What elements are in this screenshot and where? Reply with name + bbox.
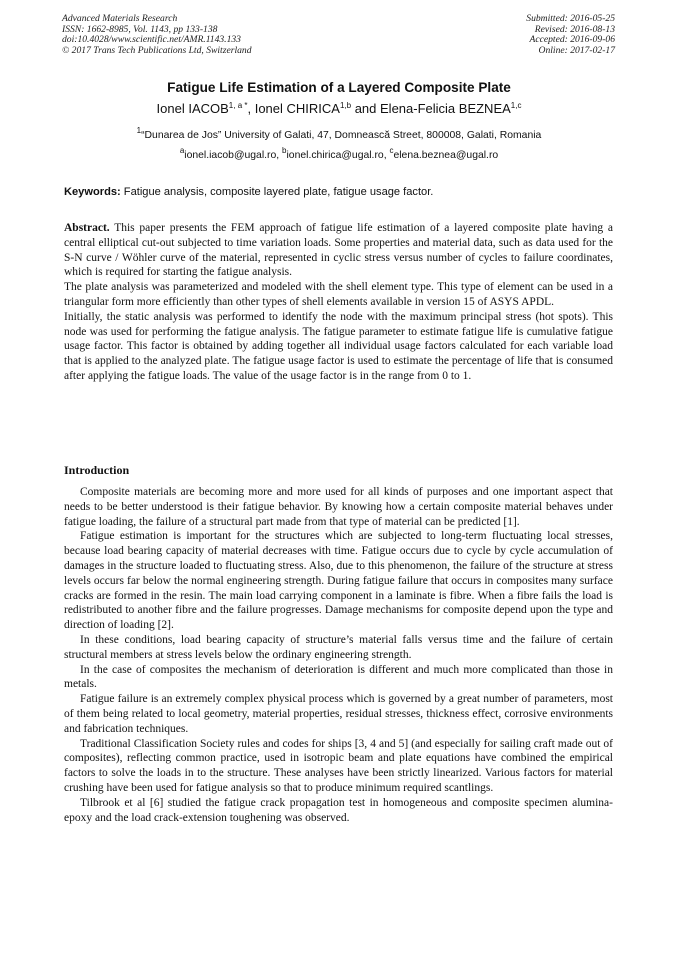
author-name: Ionel CHIRICA — [254, 101, 340, 116]
email-mark: a — [179, 146, 185, 155]
abstract-paragraph — [64, 221, 613, 280]
email-separator: , — [383, 150, 390, 161]
issn-line: ISSN: 1662-8985, Vol. 1143, pp 133-138 — [62, 23, 218, 35]
email-mark: b — [282, 146, 287, 155]
email-separator: , — [276, 150, 283, 161]
author-name: Ionel IACOB — [156, 101, 229, 116]
affiliation — [0, 126, 678, 141]
abstract — [64, 221, 613, 384]
author-list — [0, 101, 678, 116]
introduction-body — [64, 485, 613, 825]
email-link[interactable]: elena.beznea@ugal.ro — [393, 150, 499, 161]
intro-paragraph: Traditional Classification Society rules and codes for ships [3, 4 and 5] (and especially for sailing craft made out of composites), reflecting common practice, used in isotropic beam and plate equations have combined the empirical factors to solve the loads in to the structure. These analyses have been strictly linearized. Various factors for material crushing have been used for fatigue analysis so that to produce minimum required scantlings. — [64, 737, 613, 794]
revised-date: Revised: 2016-08-13 — [534, 23, 615, 35]
intro-paragraph: Composite materials are becoming more and more used for all kinds of purposes and one important aspect that needs to be better understood is their fatigue behavior. By knowing how a certain composite material behaves under fatigue loading, the failure of a structural part made from that type of material can be predicted [1]. — [64, 486, 613, 528]
submitted-date: Submitted: 2016-05-25 — [526, 13, 615, 24]
author-separator: , — [247, 101, 255, 116]
section-heading: Introduction — [64, 463, 130, 477]
email-mark: c — [389, 146, 394, 155]
intro-paragraph: In these conditions, load bearing capacity of structure’s material falls versus time and the failure of certain structural members at stress levels below the ordinary engineering strength. — [64, 633, 613, 661]
doi-line: doi:10.4028/www.scientific.net/AMR.1143.133 — [62, 34, 241, 46]
intro-paragraph: Fatigue estimation is important for the structures which are subjected to long-term fluctuating local stresses, because load bearing capacity of material decreases with time. Fatigue occurs due to cycle by cycle accumulation of damages in the structure loaded to fluctuating stress. Also, due to this phenomenon, the failure of the structure at stress levels occurs far below the normal engineering strength. During fatigue failure that occurs in composites many surface cracks are formed in the resin. The main load carrying component in a laminate is fibre. When a fibre fails the load is redistributed to another fibre and the failure progresses. Damage mechanisms for composite depend upon the type and direction of loading [2]. — [64, 530, 613, 632]
intro-paragraph: Fatigue failure is an extremely complex physical process which is governed by a great number of parameters, most of them being related to local geometry, material properties, residual stresses, thickness effect, corrosive environments and fabrication techniques. — [64, 693, 613, 735]
journal-info — [62, 14, 252, 56]
keywords-text: Fatigue analysis, composite layered plate, fatigue usage factor. — [120, 186, 434, 198]
journal-name: Advanced Materials Research — [62, 13, 178, 24]
accepted-date: Accepted: 2016-09-06 — [529, 34, 615, 46]
email-link[interactable]: ionel.iacob@ugal.ro — [184, 150, 277, 161]
keywords-label: Keywords: — [64, 186, 121, 198]
email-link[interactable]: ionel.chirica@ugal.ro — [286, 150, 384, 161]
dates-info — [526, 14, 615, 56]
author-affiliation-mark: 1,c — [510, 101, 522, 110]
abstract-paragraph: Initially, the static analysis was performed to identify the node with the maximum principal stress (hot spots). This node was used for performing the fatigue analysis. The fatigue parameter to estimate fatigue life is cumulative fatigue usage factor. This factor is obtained by adding together all individual usage factors calculated for each variable load that is applied to the analyzed plate. The fatigue usage factor is used to estimate the percentage of life that is consumed after applying the fatigue loads. The value of the usage factor is in the range from 0 to 1. — [64, 310, 613, 382]
author-emails — [0, 146, 678, 161]
intro-paragraph: Tilbrook et al [6] studied the fatigue crack propagation test in homogeneous and composite specimen alumina-epoxy and the load crack-extension toughening was observed. — [64, 796, 613, 824]
online-date: Online: 2017-02-17 — [538, 44, 615, 56]
affiliation-text: “Dunarea de Jos” University of Galati, 47, Domnească Street, 800008, Galati, Romania — [141, 130, 542, 141]
abstract-label: Abstract. — [64, 222, 110, 234]
author-affiliation-mark: 1,b — [339, 101, 352, 110]
author-name: Elena-Felicia BEZNEA — [380, 101, 511, 116]
copyright-line: © 2017 Trans Tech Publications Ltd, Switzerland — [62, 44, 252, 56]
affiliation-mark: 1 — [136, 126, 142, 135]
keywords — [64, 186, 624, 198]
abstract-text: This paper presents the FEM approach of fatigue life estimation of a layered composite plate having a central elliptical cut-out subjected to time variation loads. Some properties and material data, such as data used for the S-N curve / Wöhler curve of the material, represented in cyclic stress versus number of cycles to failure coordinates, which is required for starting the fatigue analysis. — [64, 222, 613, 279]
intro-paragraph: In the case of composites the mechanism of deterioration is different and much more complicated than those in metals. — [64, 663, 613, 691]
author-affiliation-mark: 1, a * — [228, 101, 248, 110]
paper-title: Fatigue Life Estimation of a Layered Composite Plate — [167, 80, 511, 95]
author-separator: and — [351, 101, 381, 116]
abstract-paragraph: The plate analysis was parameterized and modeled with the shell element type. This type of element can be used in a triangular form more efficiently than other types of shell elements available in version 15 of ASYS APDL. — [64, 281, 613, 308]
